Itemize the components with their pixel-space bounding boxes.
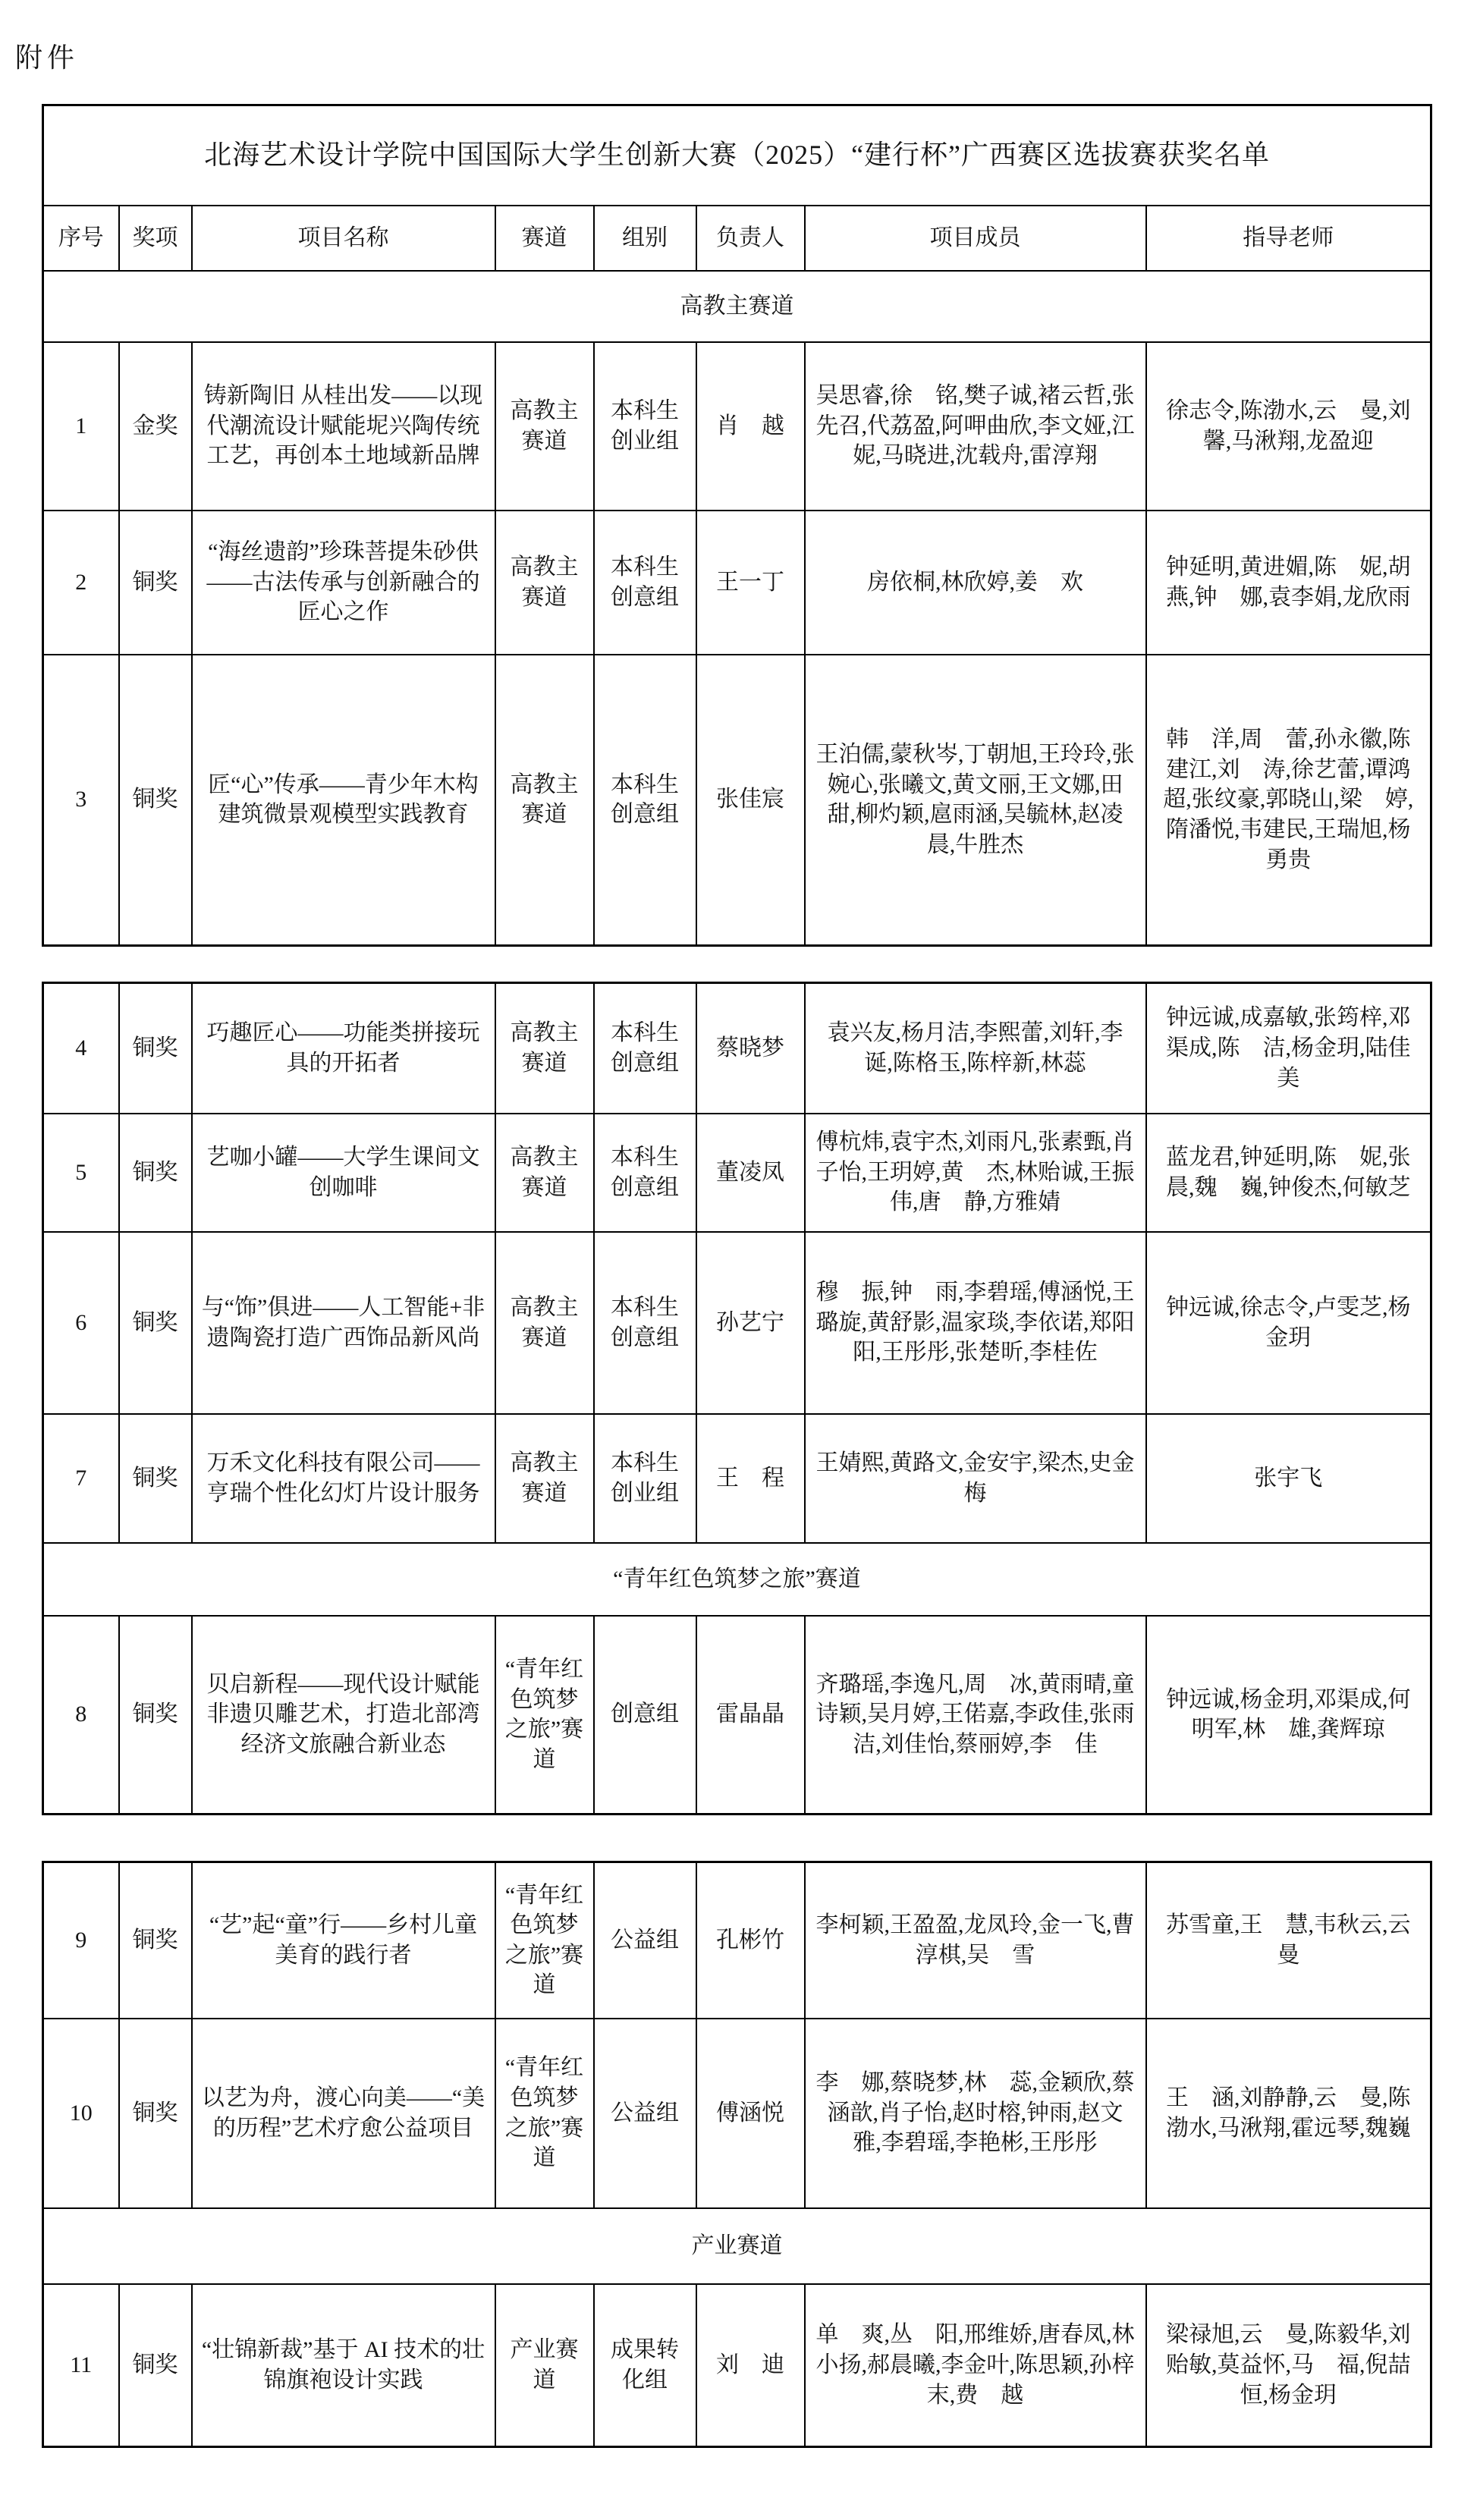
- section-row-industry-track: [43, 2208, 1431, 2284]
- cell-leader: 孔彬竹: [696, 1862, 805, 2019]
- cell-track: 高教主赛道: [495, 1114, 594, 1232]
- cell-advisors: 王 涵,刘静静,云 曼,陈渤水,马湫翔,霍远琴,魏巍: [1146, 2019, 1431, 2208]
- cell-project: 匠“心”传承——青少年木构建筑微景观模型实践教育: [192, 655, 495, 946]
- cell-leader: 孙艺宁: [696, 1232, 805, 1414]
- header-award: 奖项: [119, 206, 192, 271]
- cell-advisors: 苏雪童,王 慧,韦秋云,云曼: [1146, 1862, 1431, 2019]
- cell-leader: 傅涵悦: [696, 2019, 805, 2208]
- cell-advisors: 徐志令,陈渤水,云 曼,刘馨,马湫翔,龙盈迎: [1146, 342, 1431, 511]
- cell-advisors: 蓝龙君,钟延明,陈 妮,张晨,魏 巍,钟俊杰,何敏芝: [1146, 1114, 1431, 1232]
- cell-project: 铸新陶旧 从桂出发——以现代潮流设计赋能坭兴陶传统工艺，再创本土地域新品牌: [192, 342, 495, 511]
- cell-leader: 张佳宸: [696, 655, 805, 946]
- table-title-row: [43, 105, 1431, 206]
- cell-group: 公益组: [594, 2019, 696, 2208]
- section-row-red-journey-track: [43, 1543, 1431, 1616]
- cell-leader: 王 程: [696, 1414, 805, 1543]
- cell-members: 李 娜,蔡晓梦,林 蕊,金颖欣,蔡涵歆,肖子怡,赵时榕,钟雨,赵文雅,李碧瑶,李艳彬,王彤彤: [805, 2019, 1146, 2208]
- cell-index: 10: [43, 2019, 119, 2208]
- header-project: 项目名称: [192, 206, 495, 271]
- cell-track: 高教主赛道: [495, 1232, 594, 1414]
- cell-members: 李柯颖,王盈盈,龙凤玲,金一飞,曹淳棋,吴 雪: [805, 1862, 1146, 2019]
- cell-leader: 蔡晓梦: [696, 983, 805, 1114]
- cell-track: “青年红色筑梦之旅”赛道: [495, 1862, 594, 2019]
- cell-leader: 王一丁: [696, 511, 805, 655]
- cell-members: 傅杭炜,袁宇杰,刘雨凡,张素甄,肖子怡,王玥婷,黄 杰,林贻诚,王振伟,唐 静,方雅婧: [805, 1114, 1146, 1232]
- table-row: [43, 1414, 1431, 1543]
- cell-project: “艺”起“童”行——乡村儿童美育的践行者: [192, 1862, 495, 2019]
- cell-group: 本科生创业组: [594, 342, 696, 511]
- cell-members: 齐璐瑶,李逸凡,周 冰,黄雨晴,童诗颖,吴月婷,王偌嘉,李政佳,张雨洁,刘佳怡,蔡丽婷,李 佳: [805, 1616, 1146, 1815]
- cell-track: 产业赛道: [495, 2284, 594, 2447]
- cell-track: “青年红色筑梦之旅”赛道: [495, 2019, 594, 2208]
- cell-project: 艺咖小罐——大学生课间文创咖啡: [192, 1114, 495, 1232]
- awards-table-block-1: [42, 104, 1432, 947]
- section-label-industry-track: 产业赛道: [43, 2208, 1431, 2284]
- cell-project: 巧趣匠心——功能类拼接玩具的开拓者: [192, 983, 495, 1114]
- section-label-main-track: 高教主赛道: [43, 271, 1431, 342]
- cell-members: 穆 振,钟 雨,李碧瑶,傅涵悦,王璐旋,黄舒影,温家琰,李依诺,郑阳阳,王彤彤,张楚昕,李桂佐: [805, 1232, 1146, 1414]
- cell-advisors: 钟远诚,成嘉敏,张筠梓,邓渠成,陈 洁,杨金玥,陆佳美: [1146, 983, 1431, 1114]
- cell-leader: 肖 越: [696, 342, 805, 511]
- cell-award: 铜奖: [119, 983, 192, 1114]
- table-row: [43, 1862, 1431, 2019]
- cell-track: 高教主赛道: [495, 1414, 594, 1543]
- cell-group: 公益组: [594, 1862, 696, 2019]
- table-row: [43, 511, 1431, 655]
- cell-award: 铜奖: [119, 655, 192, 946]
- cell-members: 吴思睿,徐 铭,樊子诚,褚云哲,张先召,代荔盈,阿呷曲欣,李文娅,江 妮,马晓进,沈载舟,雷淳翔: [805, 342, 1146, 511]
- cell-group: 创意组: [594, 1616, 696, 1815]
- cell-advisors: 韩 洋,周 蕾,孙永徽,陈建江,刘 涛,徐艺蕾,谭鸿超,张纹豪,郭晓山,梁 婷,隋潘悦,韦建民,王瑞旭,杨勇贵: [1146, 655, 1431, 946]
- table-row: [43, 342, 1431, 511]
- cell-award: 金奖: [119, 342, 192, 511]
- cell-award: 铜奖: [119, 2019, 192, 2208]
- cell-advisors: 张宇飞: [1146, 1414, 1431, 1543]
- cell-group: 本科生创意组: [594, 983, 696, 1114]
- table-row: [43, 2284, 1431, 2447]
- cell-index: 11: [43, 2284, 119, 2447]
- header-advisors: 指导老师: [1146, 206, 1431, 271]
- cell-group: 本科生创意组: [594, 511, 696, 655]
- cell-track: 高教主赛道: [495, 342, 594, 511]
- cell-track: 高教主赛道: [495, 511, 594, 655]
- table-row: [43, 655, 1431, 946]
- cell-leader: 董凌凤: [696, 1114, 805, 1232]
- cell-members: 王泊儒,蒙秋岑,丁朝旭,王玲玲,张婉心,张曦文,黄文丽,王文娜,田 甜,柳灼颖,扈雨涵,吴毓林,赵凌晨,牛胜杰: [805, 655, 1146, 946]
- cell-advisors: 梁禄旭,云 曼,陈毅华,刘贻敏,莫益怀,马 福,倪喆恒,杨金玥: [1146, 2284, 1431, 2447]
- cell-group: 本科生创业组: [594, 1414, 696, 1543]
- table-header-row: [43, 206, 1431, 271]
- cell-members: 王婧熙,黄路文,金安宇,梁杰,史金梅: [805, 1414, 1146, 1543]
- cell-members: 房依桐,林欣婷,姜 欢: [805, 511, 1146, 655]
- table-row: [43, 1232, 1431, 1414]
- cell-group: 成果转化组: [594, 2284, 696, 2447]
- cell-index: 9: [43, 1862, 119, 2019]
- cell-index: 2: [43, 511, 119, 655]
- cell-track: “青年红色筑梦之旅”赛道: [495, 1616, 594, 1815]
- cell-project: “壮锦新裁”基于 AI 技术的壮锦旗袍设计实践: [192, 2284, 495, 2447]
- header-track: 赛道: [495, 206, 594, 271]
- header-members: 项目成员: [805, 206, 1146, 271]
- cell-advisors: 钟远诚,徐志令,卢雯芝,杨金玥: [1146, 1232, 1431, 1414]
- cell-index: 6: [43, 1232, 119, 1414]
- section-label-red-journey-track: “青年红色筑梦之旅”赛道: [43, 1543, 1431, 1616]
- cell-advisors: 钟远诚,杨金玥,邓渠成,何明军,林 雄,龚辉琼: [1146, 1616, 1431, 1815]
- table-row: [43, 983, 1431, 1114]
- cell-advisors: 钟延明,黄进媚,陈 妮,胡燕,钟 娜,袁李娟,龙欣雨: [1146, 511, 1431, 655]
- table-title: 北海艺术设计学院中国国际大学生创新大赛（2025）“建行杯”广西赛区选拔赛获奖名单: [43, 105, 1431, 206]
- cell-award: 铜奖: [119, 511, 192, 655]
- header-index: 序号: [43, 206, 119, 271]
- cell-award: 铜奖: [119, 1862, 192, 2019]
- attachment-label: 附件: [15, 42, 80, 73]
- cell-index: 1: [43, 342, 119, 511]
- header-leader: 负责人: [696, 206, 805, 271]
- section-row-main-track: [43, 271, 1431, 342]
- cell-group: 本科生创意组: [594, 655, 696, 946]
- cell-award: 铜奖: [119, 1114, 192, 1232]
- cell-index: 3: [43, 655, 119, 946]
- cell-project: 贝启新程——现代设计赋能非遗贝雕艺术，打造北部湾经济文旅融合新业态: [192, 1616, 495, 1815]
- cell-award: 铜奖: [119, 1414, 192, 1543]
- cell-index: 7: [43, 1414, 119, 1543]
- header-group: 组别: [594, 206, 696, 271]
- table-row: [43, 1114, 1431, 1232]
- cell-award: 铜奖: [119, 1232, 192, 1414]
- cell-project: “海丝遗韵”珍珠菩提朱砂供——古法传承与创新融合的匠心之作: [192, 511, 495, 655]
- cell-award: 铜奖: [119, 2284, 192, 2447]
- cell-index: 8: [43, 1616, 119, 1815]
- cell-index: 5: [43, 1114, 119, 1232]
- cell-project: 万禾文化科技有限公司——亨瑞个性化幻灯片设计服务: [192, 1414, 495, 1543]
- awards-table-block-2: [42, 982, 1432, 1815]
- cell-leader: 雷晶晶: [696, 1616, 805, 1815]
- cell-project: 与“饰”俱进——人工智能+非遗陶瓷打造广西饰品新风尚: [192, 1232, 495, 1414]
- cell-leader: 刘 迪: [696, 2284, 805, 2447]
- cell-index: 4: [43, 983, 119, 1114]
- cell-group: 本科生创意组: [594, 1232, 696, 1414]
- awards-table-block-3: [42, 1861, 1432, 2448]
- cell-track: 高教主赛道: [495, 983, 594, 1114]
- cell-group: 本科生创意组: [594, 1114, 696, 1232]
- cell-members: 袁兴友,杨月洁,李熙蕾,刘轩,李 诞,陈格玉,陈梓新,林蕊: [805, 983, 1146, 1114]
- cell-project: 以艺为舟，渡心向美——“美的历程”艺术疗愈公益项目: [192, 2019, 495, 2208]
- table-row: [43, 1616, 1431, 1815]
- table-row: [43, 2019, 1431, 2208]
- cell-award: 铜奖: [119, 1616, 192, 1815]
- cell-track: 高教主赛道: [495, 655, 594, 946]
- cell-members: 单 爽,丛 阳,邢维娇,唐春凤,林小扬,郝晨曦,李金叶,陈思颖,孙梓末,费 越: [805, 2284, 1146, 2447]
